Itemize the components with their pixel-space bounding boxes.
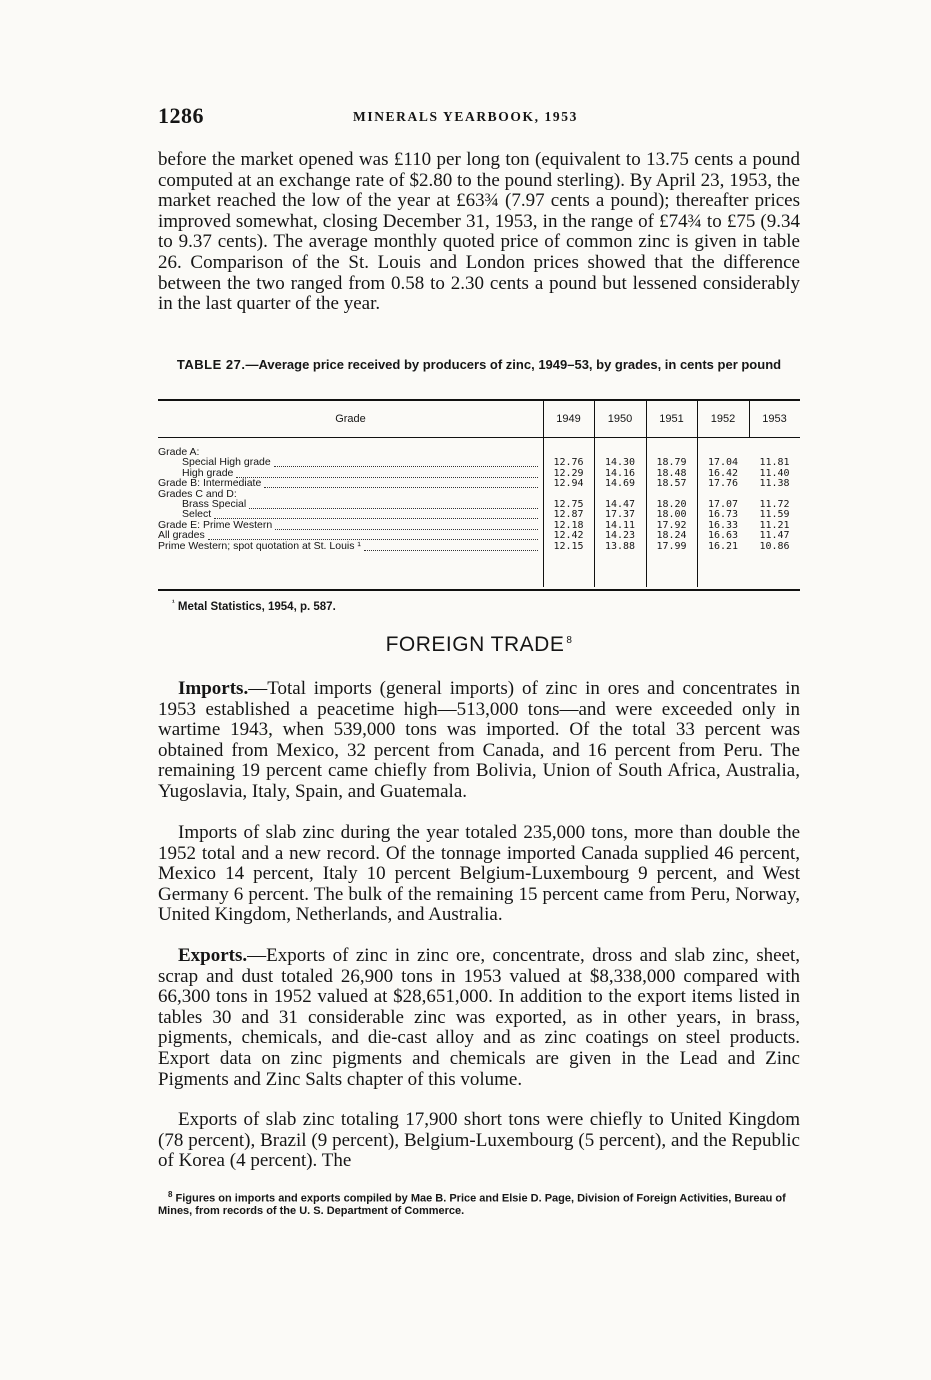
slab-imports-paragraph: Imports of slab zinc during the year totaled 235,000 tons, more than double the 1952 total and a new record. Of the tonnage imported Canada supplied 46 percent, Mexico 14 percent, Italy 10 percent Belgium-Luxembourg 9 percent, and West Germany 6 percent. The bulk of the remaining 15 percent came from Peru, Norway, United Kingdom, Netherlands, and Australia. xyxy=(158,822,800,926)
table-cell: 17.37 xyxy=(604,509,636,521)
table-row: Grade E: Prime Western 12.18 14.11 17.92 16.33 11.21 xyxy=(158,520,800,531)
table-cell: 12.94 xyxy=(553,478,584,490)
table-row: Grade B: Intermediate 12.94 14.69 18.57 17.76 11.38 xyxy=(158,478,800,489)
table-cell: 11.72 xyxy=(759,499,790,510)
exports-runin: Exports. xyxy=(178,945,248,966)
table-cell: 11.59 xyxy=(759,509,790,521)
section-footnote-mark: 8 xyxy=(566,635,573,646)
table-cell: 12.18 xyxy=(553,519,584,531)
table-row: Grade A: xyxy=(158,446,200,458)
table-row: Grades C and D: xyxy=(158,487,237,500)
table-cell: 12.15 xyxy=(553,540,584,552)
table-cell: 16.73 xyxy=(707,509,739,521)
column-divider xyxy=(749,401,750,437)
table-cell: 12.29 xyxy=(553,467,584,479)
table-cell: 14.23 xyxy=(604,530,636,542)
table-cell: 16.21 xyxy=(707,540,739,552)
running-title: MINERALS YEARBOOK, 1953 xyxy=(353,109,578,124)
table-cell: 13.88 xyxy=(604,540,636,552)
table-cell: 17.07 xyxy=(707,499,739,510)
table-row: All grades 12.42 14.23 18.24 16.63 11.47 xyxy=(158,530,800,541)
table-footnote xyxy=(172,598,336,613)
table-cell: 11.38 xyxy=(759,478,790,490)
table-cell: 17.76 xyxy=(707,478,739,490)
price-table xyxy=(158,399,800,591)
table-cell: 17.92 xyxy=(656,519,687,531)
table-cell: 12.42 xyxy=(553,530,584,542)
table-cell: 18.24 xyxy=(656,530,687,542)
leader-dots xyxy=(364,539,538,551)
table-cell: 18.00 xyxy=(656,509,687,521)
table-cell: 18.20 xyxy=(656,499,687,510)
footnote-text: Figures on imports and exports compiled by Mae B. Price and Elsie D. Page, Division of Foreign Activities, Bureau of Mines, from records of the U. S. Department of Commerce. xyxy=(158,1192,786,1217)
table-label: TABLE 27. xyxy=(176,357,246,372)
imports-paragraph xyxy=(158,679,800,803)
table-cell: 10.86 xyxy=(759,540,790,552)
table-cell: 11.40 xyxy=(759,467,790,479)
table-cell: 14.11 xyxy=(604,519,636,531)
slab-exports-paragraph: Exports of slab zinc totaling 17,900 short tons were chiefly to United Kingdom (78 percent), Brazil (9 percent), Belgium-Luxembourg (5 percent), and the Republic of Korea (4 percent). The xyxy=(158,1109,800,1172)
table-row: Brass Special 12.75 14.47 18.20 17.07 11.72 xyxy=(158,499,800,510)
imports-runin: Imports. xyxy=(178,678,249,699)
table-row: Prime Western; spot quotation at St. Louis ¹ 12.15 13.88 17.99 16.21 10.86 xyxy=(158,541,800,552)
col-header-grade: Grade xyxy=(335,413,366,425)
footnote-mark: ¹ xyxy=(172,598,175,607)
table-cell: 16.63 xyxy=(707,530,739,542)
col-header-1950: 1950 xyxy=(607,413,633,425)
page-number: 1286 xyxy=(158,103,204,128)
table-cell: 12.75 xyxy=(553,499,584,510)
table-cell: 11.21 xyxy=(759,519,790,531)
footnote-text: Metal Statistics, 1954, p. 587. xyxy=(177,600,336,613)
trade-footnote xyxy=(158,1189,800,1217)
table-cell: 14.16 xyxy=(604,467,636,479)
table-title: —Average price received by producers of zinc, 1949–53, by grades, in cents per pound xyxy=(245,357,782,372)
table-header xyxy=(158,401,800,438)
section-heading xyxy=(158,633,800,657)
table-cell: 18.79 xyxy=(656,457,687,469)
table-cell: 11.81 xyxy=(759,457,790,469)
table-cell: 14.47 xyxy=(604,499,636,510)
table-cell: 17.99 xyxy=(656,540,687,552)
table-cell: 17.04 xyxy=(707,457,739,469)
table-cell: 14.69 xyxy=(604,478,636,490)
table-cell: 18.57 xyxy=(656,478,687,490)
col-header-1952: 1952 xyxy=(710,413,736,425)
imports-text: —Total imports (general imports) of zinc in ores and concentrates in 1953 established a peacetime high—513,000 tons—and were exceeded only in wartime 1943, when 539,000 tons was imported. Of the total 33 percent was obtained from Mexico, 32 percent from Canada, and 16 percent from Peru. The remaining 19 percent came chiefly from Bolivia, Union of South Africa, Australia, Yugoslavia, Italy, Spain, and Guatemala. xyxy=(158,678,800,802)
col-header-1953: 1953 xyxy=(762,413,787,425)
table-caption xyxy=(158,357,800,373)
page-header xyxy=(158,103,800,133)
col-header-1949: 1949 xyxy=(556,413,581,425)
leader-dots xyxy=(264,476,538,488)
table-row: Special High grade 12.76 14.30 18.79 17.04 11.81 xyxy=(158,457,800,468)
table-cell: 16.33 xyxy=(707,519,739,531)
section-title: FOREIGN TRADE xyxy=(385,633,565,656)
table-cell: 11.47 xyxy=(759,530,790,542)
exports-paragraph xyxy=(158,946,800,1090)
table-row: High grade 12.29 14.16 18.48 16.42 11.40 xyxy=(158,468,800,479)
table-cell: 14.30 xyxy=(604,457,636,469)
footnote-mark: 8 xyxy=(168,1190,173,1199)
exports-text: —Exports of zinc in zinc ore, concentrate, dross and slab zinc, sheet, scrap and dust totaled 26,900 tons in 1953 valued at $8,338,000 compared with 66,300 tons in 1952 valued at $28,651,000. In addition to the export items listed in tables 30 and 31 considerable zinc was exported, as in other years, in brass, pigments, chemicals, and die-cast alloy and as zinc coatings on steel products. Export data on zinc pigments and chemicals are given in the Lead and Zinc Pigments and Zinc Salts chapter of this volume. xyxy=(158,945,800,1090)
table-cell: 18.48 xyxy=(656,467,687,479)
col-header-1951: 1951 xyxy=(659,413,684,425)
table-cell: 16.42 xyxy=(707,467,739,479)
table-row: Select 12.87 17.37 18.00 16.73 11.59 xyxy=(158,509,800,520)
intro-paragraph: before the market opened was £110 per long ton (equivalent to 13.75 cents a pound computed at an exchange rate of $2.80 to the pound sterling). By April 23, 1953, the market reached the low of the year at £63¾ (7.97 cents a pound); thereafter prices improved somewhat, closing December 31, 1953, in the range of £74¾ to £75 (9.34 to 9.37 cents). The average monthly quoted price of common zinc is given in table 26. Comparison of the St. Louis and London prices showed that the difference between the two ranged from 0.58 to 2.30 cents a pound but lessened considerably in the last quarter of the year. xyxy=(158,149,800,315)
table-cell: 12.87 xyxy=(553,509,584,521)
table-cell: 12.76 xyxy=(553,457,584,469)
